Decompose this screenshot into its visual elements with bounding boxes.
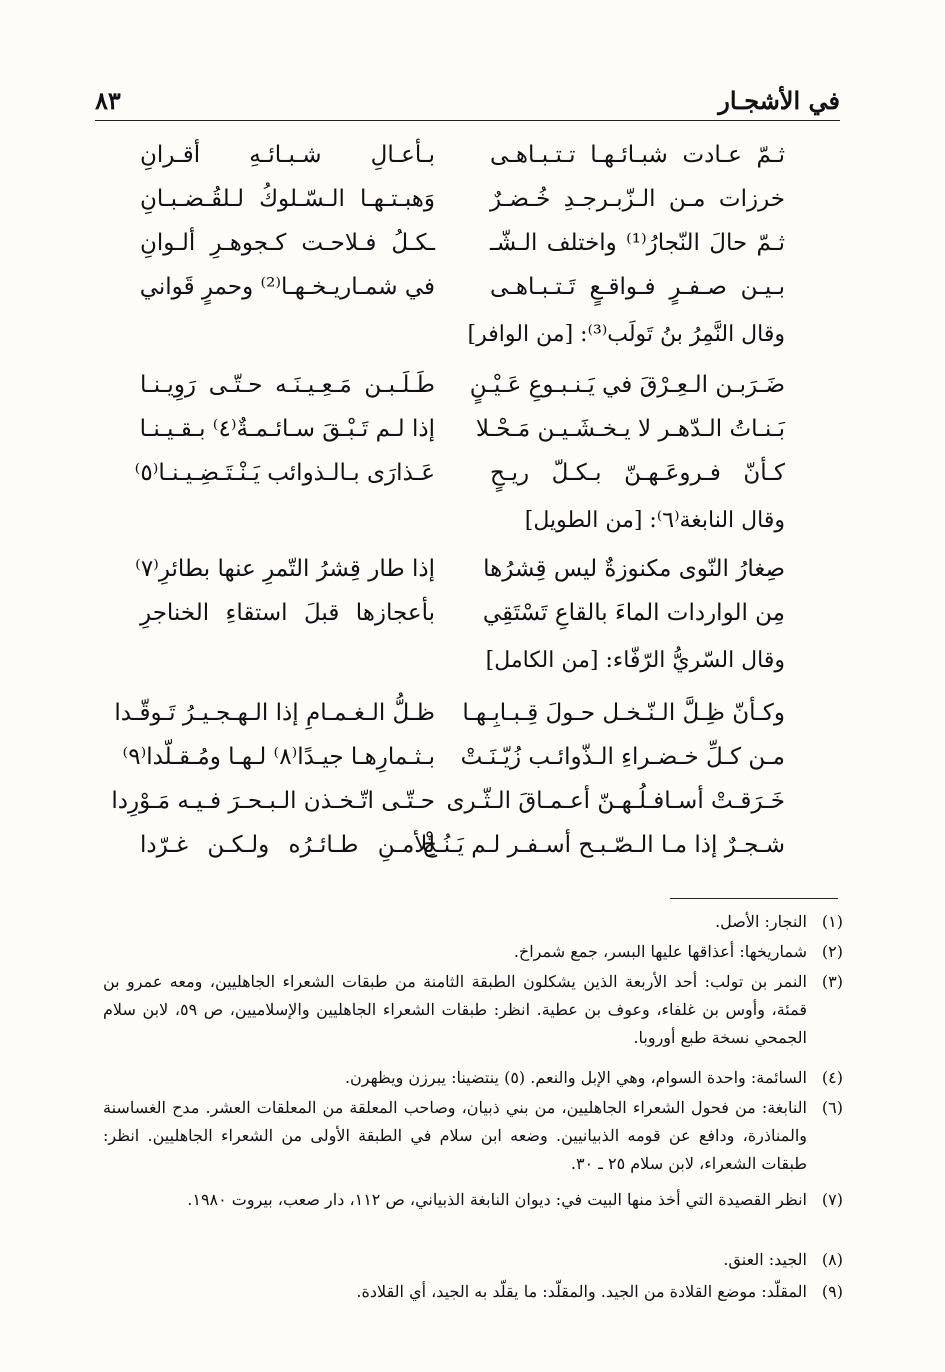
- footnote: [103, 908, 843, 936]
- first-hemistich: بـيـن صـفـرٍ فـواقـعٍ تَـتـبـاهـى: [490, 274, 785, 300]
- verse-line: [140, 372, 785, 422]
- page-header: [95, 82, 840, 121]
- verse-line: [122, 744, 785, 794]
- footnote-text: النابغة: من فحول الشعراء الجاهليين، من بني ذبيان، وصاحب المعلقة من المعلقات العشر. مدح الغساسنة والمناذرة، ودافع عن قومه الذبيانيين. وضعه ابن سلام في الطبقة الأولى من الشعراء الجاهليين. انظر: طبقات الشعراء، لابن سلام ٢٥ ـ ٣٠.: [103, 1098, 807, 1173]
- first-hemistich: صِغارُ النّوى مكنوزةٌ ليس قِشرُها: [483, 556, 785, 582]
- poem-introduction: وقال النَّمِرُ بنُ تَولَب⁽³⁾: [من الوافر]: [467, 322, 785, 347]
- first-hemistich: خَـرَقـتْ أسـافـلُـهـنّ أعـمـاقَ الـثّـرى: [446, 788, 785, 814]
- footnote-separator: [670, 898, 838, 899]
- footnote-number: (٢): [821, 942, 843, 961]
- footnote: [103, 1186, 843, 1214]
- footnote-text: انظر القصيدة التي أخذ منها البيت في: ديوان النابغة الذبياني، ص ١١٢، دار صعب، بيروت ١٩٨٠.: [187, 1190, 807, 1209]
- second-hemistich: بأعجازها قبلَ استقاءِ الخناجرِ: [140, 600, 435, 626]
- verse-line: [114, 700, 785, 750]
- poem-introduction: وقال النابغة⁽٦⁾: [من الطويل]: [524, 508, 785, 533]
- first-hemistich: ثـمّ حالَ النّجارُ⁽¹⁾ واختلف الـشّـ: [490, 230, 785, 256]
- first-hemistich: مِن الواردات الماءَ بالقاعِ تَسْتَقِي: [482, 600, 785, 626]
- footnote-text: المقلّد: موضع القلادة من الجيد. والمقلّد: ما يقلّد به الجيد، أي القلادة.: [356, 1282, 807, 1301]
- verse-line: [140, 274, 785, 324]
- verse-line: [140, 600, 785, 650]
- first-hemistich: وكـأنّ ظِـلَّ الـنّـخـل حـولَ قِـبـابِـهـا: [462, 700, 785, 726]
- second-hemistich: لِلأمـنِ طـائـرُه ولـكـن غـرّدا: [140, 832, 435, 858]
- footnote: [103, 1246, 843, 1274]
- first-hemistich: مـن كـلِّ خـضـراءِ الـذّوائـب زُيّـنَـتْ: [460, 744, 785, 770]
- footnote-number: (٣): [821, 972, 843, 991]
- first-hemistich: ثـمّ عـادت شبـائـهـا تـتـبـاهـى: [490, 142, 785, 168]
- verse-line: [140, 230, 785, 280]
- verse-line: [140, 186, 785, 236]
- second-hemistich: إذا لـم تَـبْـقَ سـائـمـةٌ⁽٤⁾ بـقـيـنـا: [139, 416, 435, 442]
- second-hemistich: في شمـاريـخـهـا⁽²⁾ وحمرٍ قَواني: [139, 274, 435, 300]
- footnote-number: (٨): [821, 1250, 843, 1269]
- verse-line: [140, 416, 785, 466]
- footnote: [103, 1278, 843, 1306]
- footnote-number: (٩): [821, 1282, 843, 1301]
- first-hemistich: كـأنّ فـروعَـهـنّ بـكـلّ ريـحٍ: [490, 460, 785, 486]
- first-hemistich: خرزات مـن الـزّبـرجـدِ خُـضـرٌ: [490, 186, 785, 212]
- verse-line: [140, 142, 785, 192]
- verse-line: [140, 832, 785, 882]
- footnote: [103, 968, 843, 1052]
- footnote: [103, 1094, 843, 1178]
- second-hemistich: ظـلُّ الـغـمـامِ إذا الـهـجـيـرُ تَـوقّـدا: [114, 700, 435, 726]
- footnote: [103, 1064, 843, 1092]
- footnote-number: (٤): [821, 1068, 843, 1087]
- footnote-number: (١): [821, 912, 843, 931]
- page-number: ٨٣: [95, 86, 121, 115]
- footnote-number: (٦): [821, 1098, 843, 1117]
- poem-introduction: وقال السّريُّ الرّفّاء: [من الكامل]: [485, 648, 785, 673]
- second-hemistich: ـكـلُ فـلاحـت كـجوهـرِ ألـوانِ: [140, 230, 435, 256]
- footnote-number: (٧): [821, 1190, 843, 1209]
- verse-line: [135, 556, 785, 606]
- footnote-text: السائمة: واحدة السوام، وهي الإبل والنعم. (٥) ينتضينا: يبرزن ويظهرن.: [344, 1068, 807, 1087]
- footnote-text: النمر بن تولب: أحد الأربعة الذين يشكلون الطبقة الثامنة من طبقات الشعراء الجاهليين، ومعه عمرو بن قمئة، وأوس بن غلفاء، وعوف بن عطية. انظر: طبقات الشعراء الجاهليين والإسلاميين، ص ٥٩، لابن سلام الجمحي نسخة طبع أوروبا.: [103, 972, 808, 1047]
- second-hemistich: إذا طار قِشرُ التّمرِ عنها بطائرِ⁽٧⁾: [135, 556, 435, 582]
- first-hemistich: شـجـرٌ إذا مـا الـصّـبـح أسـفـر لـم يَـنُـخْ: [422, 832, 785, 858]
- footnote-text: شماريخها: أعذاقها عليها البسر، جمع شمراخ.: [513, 942, 807, 961]
- first-hemistich: بَـنـاتُ الـدّهـر لا يـخـشَـيـن مَـحْـلا: [475, 416, 785, 442]
- verse-line: [111, 788, 785, 838]
- second-hemistich: عَـذارَى بـالـذوائب يَـنْـتَـضِـيـنـا⁽٥⁾: [134, 460, 435, 486]
- first-hemistich: ضَـرَبـن الـعِـرْقَ في يَـنـبـوعِ عَـيْـنٍ: [469, 372, 785, 398]
- second-hemistich: بـأعـالِ شـبـائـهِ أقـرانِ: [140, 142, 435, 168]
- footnote-text: النجار: الأصل.: [715, 912, 807, 931]
- footnote-text: الجيد: العنق.: [723, 1250, 807, 1269]
- second-hemistich: حـتّـى اتّـخـذن الـبـحـرَ فـيـه مَـوْرِدا: [111, 788, 435, 814]
- second-hemistich: طَـلَـبـن مَـعِـيـنَـه حـتّـى رَوِيـنـا: [140, 372, 435, 398]
- second-hemistich: وَهبـتـهـا الـسّـلوكُ لـلقُـضـبـانِ: [140, 186, 435, 212]
- running-title: في الأشجـار: [718, 86, 840, 115]
- verse-line: [134, 460, 785, 510]
- second-hemistich: بـثـمارِهـا جيـدًا⁽٨⁾ لـهـا ومُـقـلّدا⁽٩⁾: [122, 744, 435, 770]
- footnote: [103, 938, 843, 966]
